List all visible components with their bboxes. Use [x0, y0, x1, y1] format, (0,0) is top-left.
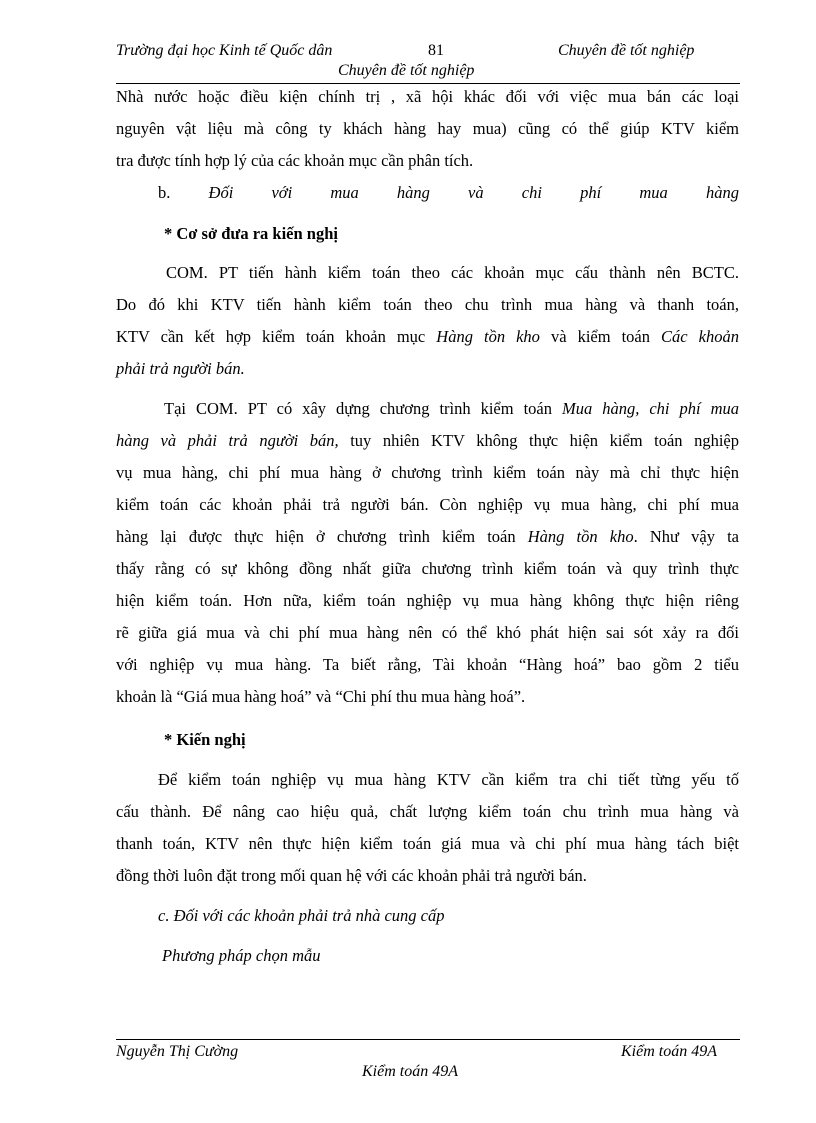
text-line: KTV cần kết hợp kiểm toán khoản mục Hàng tồn kho và kiểm toán Các khoản [116, 327, 739, 346]
text-line: thấy rằng có sự không đồng nhất giữa chương trình kiểm toán và quy trình thực [116, 559, 739, 578]
heading-word: hàng [396, 183, 430, 202]
text-line: cấu thành. Để nâng cao hiệu quả, chất lượng kiểm toán chu trình mua hàng và [116, 802, 739, 821]
header-subtitle: Chuyên đề tốt nghiệp [338, 62, 475, 79]
subheading-recommendation: * Kiến nghị [164, 730, 246, 749]
text-line: Do đó khi KTV tiến hành kiểm toán theo chu trình mua hàng và thanh toán, [116, 295, 739, 314]
section-heading-b [158, 182, 739, 204]
text-line: tra được tính hợp lý của các khoản mục cần phân tích. [116, 151, 474, 170]
footer-author: Nguyễn Thị Cường [116, 1043, 239, 1060]
text-line: COM. PT tiến hành kiểm toán theo các khoản mục cấu thành nên BCTC. [166, 263, 739, 282]
heading-word: phí [580, 183, 602, 202]
method-heading: Phương pháp chọn mẫu [162, 946, 321, 965]
text-line: rẽ giữa giá mua và chi phí mua hàng nên có thể khó phát hiện sai sót xảy ra đối [116, 623, 739, 642]
heading-word: chi [521, 183, 542, 202]
page-number: 81 [428, 42, 444, 59]
heading-word: hàng [705, 183, 739, 202]
text-line: thanh toán, KTV nên thực hiện kiểm toán giá mua và chi phí mua hàng tách biệt [116, 834, 739, 853]
text-line: với nghiệp vụ mua hàng. Ta biết rằng, Tài khoản “Hàng hoá” bao gồm 2 tiểu [116, 655, 739, 674]
heading-word: mua [330, 183, 359, 202]
text-line: vụ mua hàng, chi phí mua hàng ở chương trình kiểm toán này mà chỉ thực hiện [116, 463, 739, 482]
heading-word: Đối [208, 183, 234, 202]
text-line: khoản là “Giá mua hàng hoá” và “Chi phí thu mua hàng hoá”. [116, 687, 526, 706]
text-line: nguyên vật liệu mà công ty khách hàng hay mua) cũng có thể giúp KTV kiểm [116, 119, 739, 138]
header-rule [116, 83, 740, 84]
text-line: Nhà nước hoặc điều kiện chính trị , xã hội khác đối với việc mua bán các loại [116, 87, 739, 106]
text-line: phải trả người bán. [116, 359, 245, 378]
section-letter: b. [158, 183, 171, 202]
footer-class: Kiểm toán 49A [621, 1043, 717, 1060]
heading-word: và [468, 183, 484, 202]
text-line: Để kiểm toán nghiệp vụ mua hàng KTV cần kiểm tra chi tiết từng yếu tố [158, 770, 739, 789]
text-line: hiện kiểm toán. Hơn nữa, kiểm toán nghiệp vụ mua hàng không thực hiện riêng [116, 591, 739, 610]
header-school: Trường đại học Kinh tế Quốc dân [116, 42, 333, 59]
heading-word: mua [639, 183, 668, 202]
text-line: hàng và phải trả người bán, tuy nhiên KTV không thực hiện kiểm toán nghiệp [116, 431, 739, 450]
text-line: hàng lại được thực hiện ở chương trình kiểm toán Hàng tồn kho. Như vậy ta [116, 527, 739, 546]
section-heading-c: c. Đối với các khoản phải trả nhà cung cấp [158, 906, 445, 925]
header-title: Chuyên đề tốt nghiệp [558, 42, 695, 59]
text-line: kiểm toán các khoản phải trả người bán. Còn nghiệp vụ mua hàng, chi phí mua [116, 495, 739, 514]
text-line: đồng thời luôn đặt trong mối quan hệ với các khoản phải trả người bán. [116, 866, 587, 885]
text-line: Tại COM. PT có xây dựng chương trình kiểm toán Mua hàng, chi phí mua [164, 399, 740, 418]
footer-rule [116, 1039, 740, 1040]
footer-subtitle: Kiểm toán 49A [362, 1063, 458, 1080]
subheading-basis: * Cơ sở đưa ra kiến nghị [164, 224, 338, 243]
heading-word: với [271, 183, 293, 202]
